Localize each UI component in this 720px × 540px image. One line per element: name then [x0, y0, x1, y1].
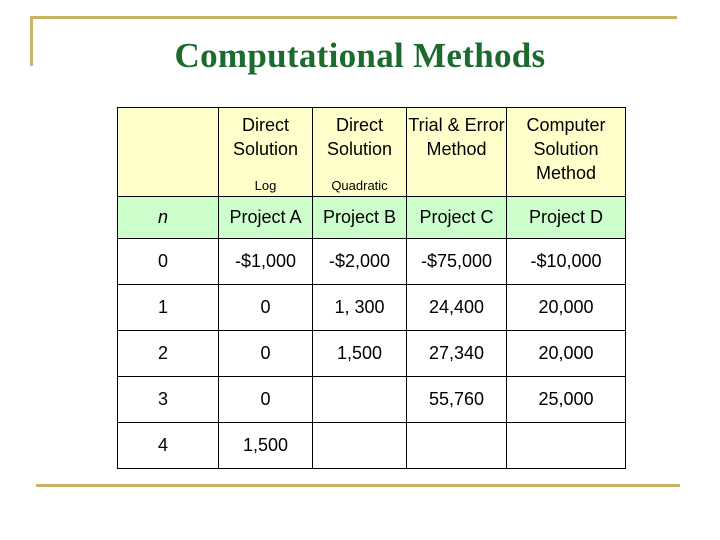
value-cell: 24,400	[407, 285, 507, 331]
value-cell: 55,760	[407, 377, 507, 423]
table-row	[118, 331, 626, 377]
project-label: Project B	[313, 197, 407, 239]
project-label: Project A	[219, 197, 313, 239]
header-label: Computer Solution Method	[526, 115, 606, 183]
header-cell-blank	[118, 108, 219, 197]
table-row	[118, 285, 626, 331]
table-row	[118, 377, 626, 423]
header-sublabel: Quadratic	[331, 178, 388, 193]
header-row	[118, 108, 626, 197]
header-cell-direct-quadratic	[313, 108, 407, 197]
header-cell-trial-error	[407, 108, 507, 197]
project-row	[118, 197, 626, 239]
value-cell: -$75,000	[407, 239, 507, 285]
value-cell: -$2,000	[313, 239, 407, 285]
value-cell	[407, 423, 507, 469]
accent-line-top	[30, 16, 677, 19]
table-row	[118, 239, 626, 285]
period-cell: 1	[118, 285, 219, 331]
value-cell	[313, 377, 407, 423]
header-cell-direct-log	[219, 108, 313, 197]
value-cell: 25,000	[507, 377, 626, 423]
value-cell: 27,340	[407, 331, 507, 377]
project-label: Project D	[507, 197, 626, 239]
header-label: Trial & Error Method	[408, 115, 505, 159]
header-label: Direct Solution	[326, 115, 393, 159]
value-cell: 0	[219, 331, 313, 377]
period-cell: 2	[118, 331, 219, 377]
value-cell: 0	[219, 285, 313, 331]
value-cell	[313, 423, 407, 469]
value-cell: -$1,000	[219, 239, 313, 285]
accent-line-bottom	[36, 484, 680, 487]
value-cell: 1,500	[313, 331, 407, 377]
value-cell: 0	[219, 377, 313, 423]
project-label: Project C	[407, 197, 507, 239]
period-cell: 3	[118, 377, 219, 423]
value-cell	[507, 423, 626, 469]
page-title: Computational Methods	[174, 36, 546, 75]
value-cell: 20,000	[507, 285, 626, 331]
methods-table	[117, 107, 626, 469]
value-cell: 20,000	[507, 331, 626, 377]
n-label: n	[118, 197, 219, 239]
header-cell-computer	[507, 108, 626, 197]
period-cell: 4	[118, 423, 219, 469]
header-sublabel: Log	[254, 178, 277, 193]
value-cell: 1, 300	[313, 285, 407, 331]
value-cell: -$10,000	[507, 239, 626, 285]
value-cell: 1,500	[219, 423, 313, 469]
header-label: Direct Solution	[232, 115, 299, 159]
period-cell: 0	[118, 239, 219, 285]
table-row	[118, 423, 626, 469]
